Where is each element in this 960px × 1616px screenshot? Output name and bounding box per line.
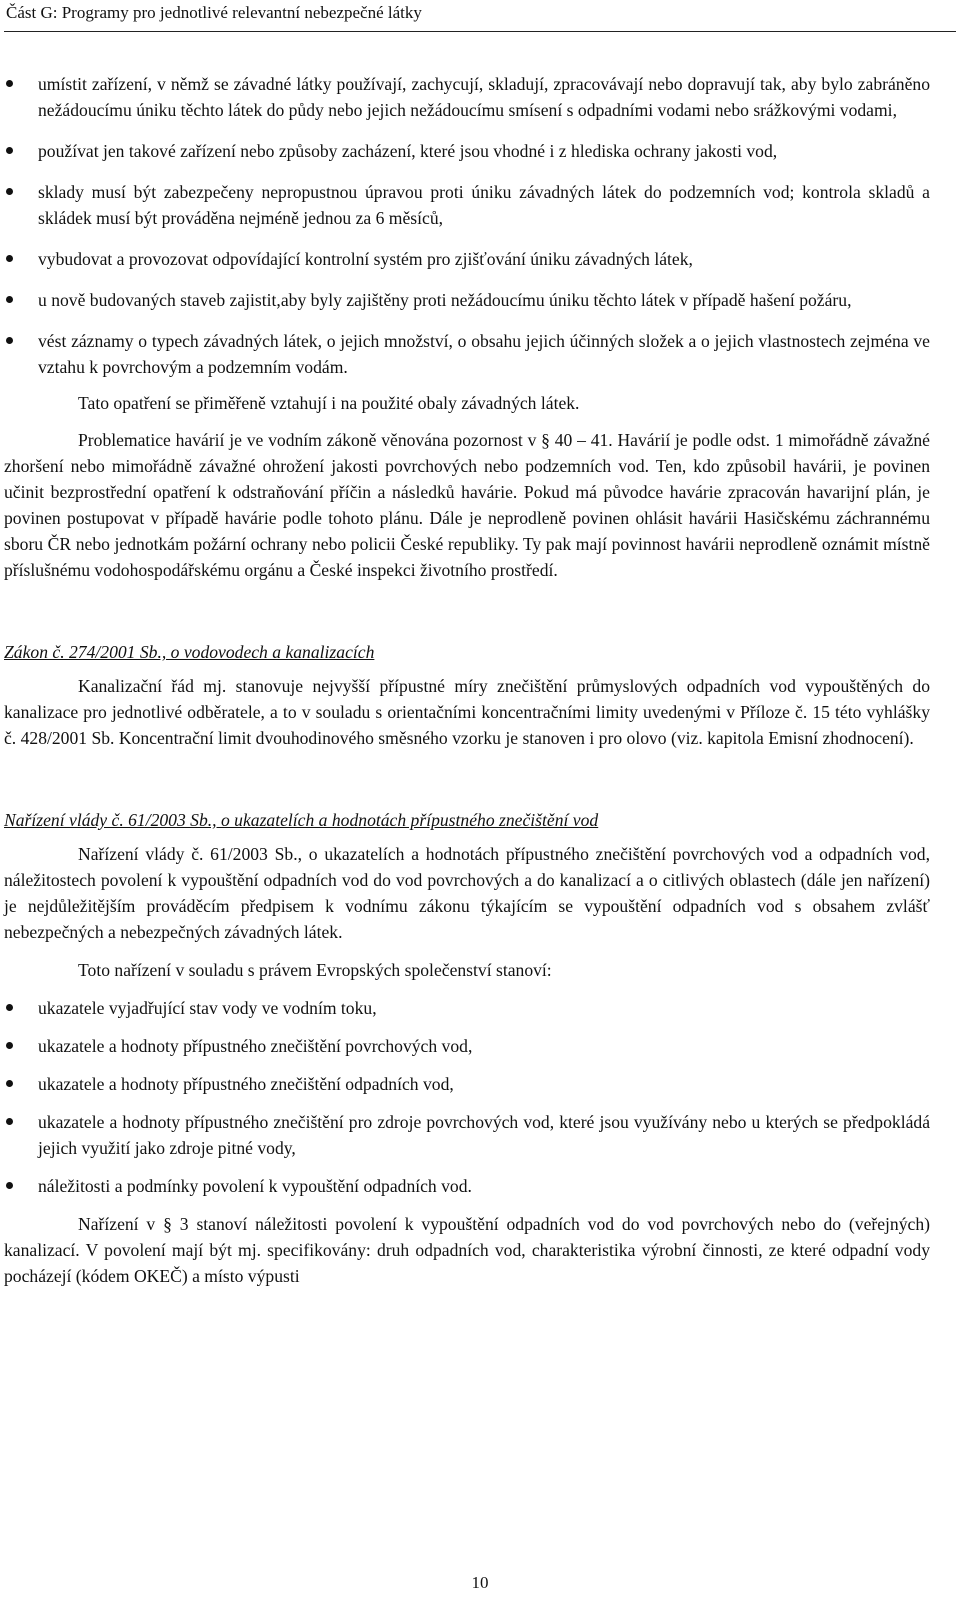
list-item xyxy=(4,138,930,164)
section-heading-kanalizace: Zákon č. 274/2001 Sb., o vodovodech a kanalizacích xyxy=(4,642,375,662)
list-item xyxy=(4,246,930,272)
bullet-icon xyxy=(6,147,13,154)
list-item-text: umístit zařízení, v němž se závadné látky používají, zachycují, skladují, zpracovávají nebo dopravují tak, aby bylo zabráněno nežádoucímu úniku těchto látek do půdy nebo jejich nežádoucímu smísení s odpadními vodami nebo srážkovými vodami, xyxy=(38,74,930,120)
bullet-icon xyxy=(6,80,13,87)
list-item-text: u nově budovaných staveb zajistit,aby byly zajištěny proti nežádoucímu úniku těchto látek v případě hašení požáru, xyxy=(38,290,852,310)
list-item xyxy=(4,328,930,380)
bullet-icon xyxy=(6,1004,13,1011)
paragraph-havarie: Problematice havárií je ve vodním zákoně věnována pozornost v § 40 – 41. Havárií je podle odst. 1 mimořádně závažné zhoršení nebo mimořádně závažné ohrožení jakosti povrchových nebo podzemních vod. Ten, kdo způsobil havárii, je povinen učinit bezprostřední opatření k odstraňování příčin a následků havárie. Pokud má původce havárie zpracován havarijní plán, je povinen postupovat v případě havárie podle tohoto plánu. Dále je neprodleně povinen ohlásit havárii Hasičskému záchrannému sboru ČR nebo jednotkám požární ochrany nebo policii České republiky. Ty pak mají povinnost havárii neprodleně oznámit místně příslušnému vodohospodářskému orgánu a České inspekci životního prostředí. xyxy=(4,430,930,580)
document-body xyxy=(4,71,930,1289)
bullet-icon xyxy=(6,188,13,195)
list-item-text: sklady musí být zabezpečeny nepropustnou úpravou proti úniku závadných látek do podzemních vod; kontrola skladů a skládek musí být prováděna nejméně jednou za 6 měsíců, xyxy=(38,182,930,228)
paragraph-soulad: Toto nařízení v souladu s právem Evropských společenství stanoví: xyxy=(78,960,552,980)
page-header: Část G: Programy pro jednotlivé relevantní nebezpečné látky xyxy=(6,3,422,22)
bullet-icon xyxy=(6,1118,13,1125)
list-item-text: ukazatele a hodnoty přípustného znečištění povrchových vod, xyxy=(38,1036,473,1056)
list-item xyxy=(4,71,930,123)
bullet-icon xyxy=(6,1080,13,1087)
paragraph-kanalizace: Kanalizační řád mj. stanovuje nejvyšší přípustné míry znečištění průmyslových odpadních vod vypouštěných do kanalizace pro jednotlivé odběratele, a to v souladu s orientačními koncentračními limity uvedenými v Příloze č. 15 této vyhlášky č. 428/2001 Sb. Koncentrační limit dvouhodinového směsného vzorku je stanoven i pro olovo (viz. kapitola Emisní zhodnocení). xyxy=(4,676,930,748)
list-item-text: ukazatele vyjadřující stav vody ve vodním toku, xyxy=(38,998,377,1018)
list-item xyxy=(4,179,930,231)
list-item-text: používat jen takové zařízení nebo způsoby zacházení, které jsou vhodné i z hlediska ochrany jakosti vod, xyxy=(38,141,778,161)
list-item-text: ukazatele a hodnoty přípustného znečištění odpadních vod, xyxy=(38,1074,454,1094)
list-item xyxy=(4,1109,930,1161)
bullet-icon xyxy=(6,255,13,262)
measures-list xyxy=(4,71,930,380)
paragraph-narizeni: Nařízení vlády č. 61/2003 Sb., o ukazatelích a hodnotách přípustného znečištění povrchových vod a odpadních vod, náležitostech povolení k vypouštění odpadních vod do vod povrchových a do kanalizací a o citlivých oblastech (dále jen nařízení) je nejdůležitějším prováděcím předpisem k vodnímu zákonu týkajícím se vypouštění odpadních vod s obsahem zvlášť nebezpečných a nebezpečných závadných látek. xyxy=(4,844,930,942)
bullet-icon xyxy=(6,337,13,344)
bullet-icon xyxy=(6,296,13,303)
list-item-text: náležitosti a podmínky povolení k vypouštění odpadních vod. xyxy=(38,1176,472,1196)
page-number: 10 xyxy=(471,1573,489,1592)
list-item xyxy=(4,1173,930,1199)
paragraph-obaly: Tato opatření se přiměřeně vztahují i na použité obaly závadných látek. xyxy=(78,393,580,413)
regulation-list xyxy=(4,995,930,1199)
list-item-text: vést záznamy o typech závadných látek, o jejich množství, o obsahu jejich účinných složek a o jejich vlastnostech zejména ve vztahu k povrchovým a podzemním vodám. xyxy=(38,331,930,377)
section-heading-narizeni: Nařízení vlády č. 61/2003 Sb., o ukazatelích a hodnotách přípustného znečištění vod xyxy=(4,810,599,830)
bullet-icon xyxy=(6,1042,13,1049)
list-item xyxy=(4,1033,930,1059)
list-item xyxy=(4,287,930,313)
list-item xyxy=(4,995,930,1021)
header-rule xyxy=(4,31,956,32)
bullet-icon xyxy=(6,1182,13,1189)
list-item xyxy=(4,1071,930,1097)
list-item-text: ukazatele a hodnoty přípustného znečištění pro zdroje povrchových vod, které jsou využívány nebo u kterých se předpokládá jejich využití jako zdroje pitné vody, xyxy=(38,1112,930,1158)
paragraph-paragraf3: Nařízení v § 3 stanoví náležitosti povolení k vypouštění odpadních vod do vod povrchových nebo do (veřejných) kanalizací. V povolení mají být mj. specifikovány: druh odpadních vod, charakteristika výrobní činnosti, ze které odpadní vody pocházejí (kódem OKEČ) a místo výpusti xyxy=(4,1214,930,1286)
list-item-text: vybudovat a provozovat odpovídající kontrolní systém pro zjišťování úniku závadných látek, xyxy=(38,249,693,269)
